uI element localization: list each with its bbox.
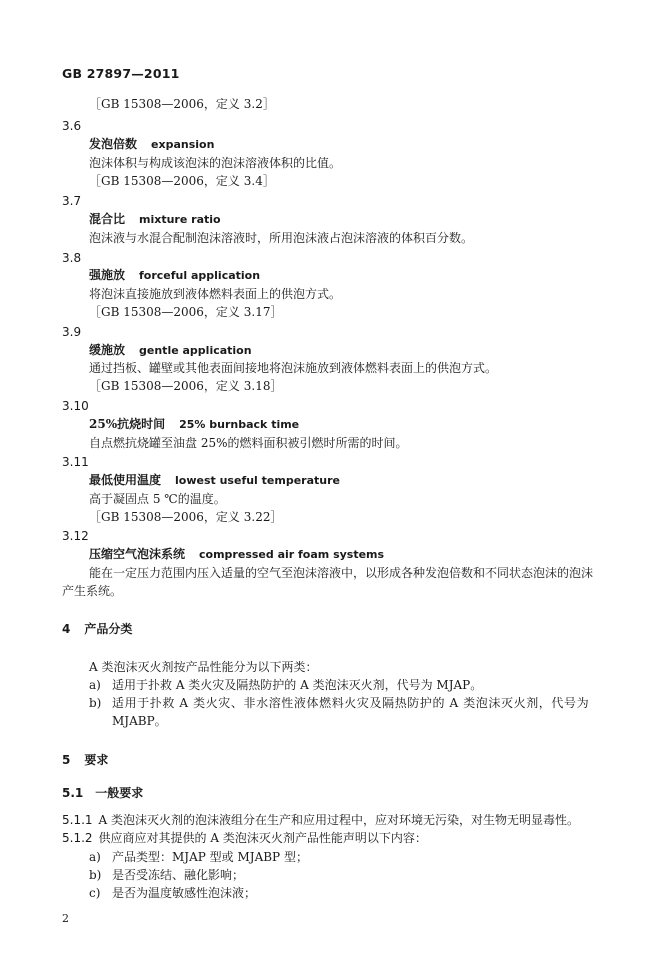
clause-number: 5.1.2 [62, 831, 93, 845]
clause-5-1-2 [62, 830, 427, 846]
list-label: c) [89, 886, 101, 900]
term-zh: 最低使用温度 [89, 473, 162, 487]
list-label: a) [89, 850, 101, 864]
list-item-a: 适用于扑救 A 类火灾及隔热防护的 A 类泡沫灭火剂，代号为 MJAP。 [112, 678, 483, 692]
term-zh: 强施放 [89, 268, 126, 282]
list-item: 是否受冻结、融化影响； [112, 868, 245, 882]
term-en: gentle application [139, 344, 252, 357]
term-definition: 自点燃抗烧罐至油盘 25%的燃料面积被引燃时所需的时间。 [89, 436, 408, 450]
term-heading [89, 342, 252, 359]
term-zh: 缓施放 [89, 343, 126, 357]
term-definition-continued: 产生系统。 [62, 584, 123, 598]
list-item: 是否为温度敏感性泡沫液； [112, 886, 257, 900]
term-zh: 25%抗烧时间 [89, 417, 166, 431]
term-en: lowest useful temperature [175, 474, 340, 487]
section-number: 4 [62, 622, 71, 636]
term-zh: 发泡倍数 [89, 137, 138, 151]
reference-3-5: ［GB 15308—2006，定义 3.2］ [89, 97, 275, 111]
term-heading [89, 416, 299, 433]
term-heading [89, 136, 214, 153]
list-item-b-continued: MJABP。 [112, 714, 167, 728]
term-heading [89, 211, 221, 228]
clause-number: 5.1.1 [62, 813, 93, 827]
term-definition: 通过挡板、罐壁或其他表面间接地将泡沫施放到液体燃料表面上的供泡方式。 [89, 361, 498, 375]
term-reference: ［GB 15308—2006，定义 3.18］ [89, 379, 283, 393]
term-heading [89, 267, 260, 284]
clause-text: A 类泡沫灭火剂的泡沫液组分在生产和应用过程中，应对环境无污染，对生物无明显毒性。 [98, 813, 580, 827]
clause-number: 3.9 [62, 325, 82, 339]
section-5-heading [62, 752, 108, 768]
clause-number: 3.11 [62, 455, 89, 469]
term-en: 25% burnback time [179, 418, 300, 431]
list-label-b: b) [89, 696, 102, 710]
clause-number: 3.7 [62, 194, 82, 208]
term-heading [89, 472, 340, 489]
term-definition: 泡沫体积与构成该泡沫的泡沫溶液体积的比值。 [89, 156, 342, 170]
term-heading [89, 546, 384, 563]
standard-header: GB 27897—2011 [62, 66, 180, 81]
term-definition: 泡沫液与水混合配制泡沫溶液时，所用泡沫液占泡沫溶液的体积百分数。 [89, 231, 474, 245]
subsection-title: 一般要求 [95, 786, 144, 800]
term-zh: 混合比 [89, 212, 126, 226]
subsection-5-1-heading [62, 785, 143, 801]
list-item-b: 适用于扑救 A 类火灾、非水溶性液体燃料火灾及隔热防护的 A 类泡沫灭火剂，代号为 [112, 696, 590, 710]
term-en: compressed air foam systems [199, 548, 385, 561]
subsection-number: 5.1 [62, 786, 84, 800]
term-reference: ［GB 15308—2006，定义 3.4］ [89, 174, 275, 188]
clause-number: 3.6 [62, 119, 82, 133]
term-definition: 将泡沫直接施放到液体燃料表面上的供泡方式。 [89, 287, 342, 301]
clause-number: 3.12 [62, 529, 89, 543]
term-reference: ［GB 15308—2006，定义 3.17］ [89, 305, 283, 319]
clause-number: 3.8 [62, 251, 82, 265]
term-en: forceful application [139, 269, 261, 282]
clause-5-1-1 [62, 812, 579, 828]
section-number: 5 [62, 753, 71, 767]
term-zh: 压缩空气泡沫系统 [89, 547, 186, 561]
list-label: b) [89, 868, 102, 882]
list-item: 产品类型：MJAP 型或 MJABP 型； [112, 850, 308, 864]
term-en: mixture ratio [139, 213, 221, 226]
clause-number: 3.10 [62, 399, 89, 413]
term-definition: 高于凝固点 5 ℃的温度。 [89, 492, 226, 506]
section-4-heading [62, 621, 132, 637]
list-label-a: a) [89, 678, 101, 692]
section-title: 产品分类 [84, 622, 133, 636]
section-title: 要求 [84, 753, 109, 767]
term-en: expansion [151, 138, 215, 151]
page-number: 2 [62, 912, 69, 925]
section-4-intro: A 类泡沫灭火剂按产品性能分为以下两类： [89, 660, 318, 674]
clause-text: 供应商应对其提供的 A 类泡沫灭火剂产品性能声明以下内容： [98, 831, 427, 845]
term-reference: ［GB 15308—2006，定义 3.22］ [89, 510, 283, 524]
term-definition: 能在一定压力范围内压入适量的空气至泡沫溶液中，以形成各种发泡倍数和不同状态泡沫的泡沫 [89, 566, 594, 580]
